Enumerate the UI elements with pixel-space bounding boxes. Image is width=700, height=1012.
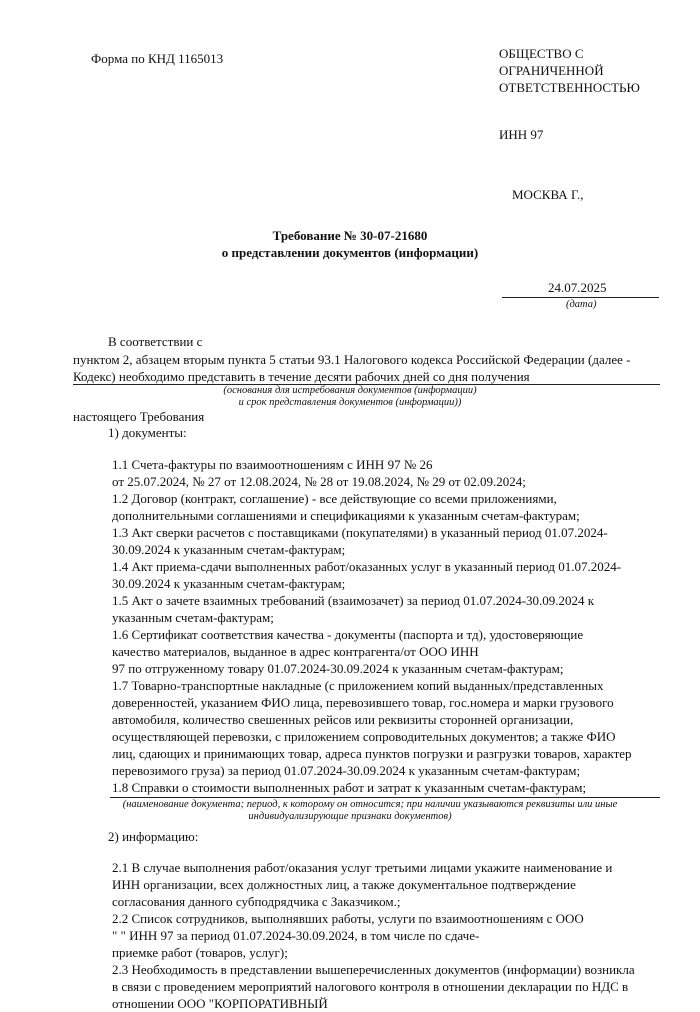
basis-caption: и срок представления документов (информации)): [238, 397, 462, 408]
list-item: 1.3 Акт сверки расчетов с поставщиками (покупателями) в указанный период 01.07.2024-: [112, 525, 608, 540]
basis-caption: (основания для истребования документов (информации): [223, 385, 477, 396]
list-item: в связи с проведением мероприятий налогового контроля в отношении декларации по НДС в: [112, 979, 629, 994]
recipient-org-line: ОГРАНИЧЕННОЙ: [499, 63, 604, 78]
list-item: автомобиля, количество свешенных рейсов или реквизиты сторонней организации,: [112, 712, 574, 727]
list-item: 1.1 Счета-фактуры по взаимоотношениям с ИНН 97 № 26: [112, 457, 433, 472]
list-item: перевозимого груза) за период 01.07.2024-30.09.2024 к указанным счетам-фактурам;: [112, 763, 581, 778]
recipient-inn: ИНН 97: [499, 127, 544, 142]
list-item: дополнительными соглашениями и спецификациями к указанным счетам-фактурам;: [112, 508, 580, 523]
list-item: приемке работ (товаров, услуг);: [112, 945, 288, 960]
list-item: лиц, сдающих и принимающих товар, адреса пунктов погрузки и разгрузки товаров, характер: [112, 746, 632, 761]
document-subtitle: о представлении документов (информации): [221, 245, 479, 260]
list-item: 1.7 Товарно-транспортные накладные (с приложением копий выданных/представленных: [112, 678, 604, 693]
information-list: [112, 859, 635, 1012]
list-item: указанным счетам-фактурам;: [112, 610, 274, 625]
list-item: 1.2 Договор (контракт, соглашение) - все действующие со всеми приложениями,: [112, 491, 557, 506]
list-item: доверенностей, указанием ФИО лица, перевозившего товар, гос.номера и марки грузового: [112, 695, 614, 710]
list-item: отношении ООО "КОРПОРАТИВНЫЙ: [112, 996, 328, 1011]
requirement-reference: настоящего Требования: [73, 409, 205, 424]
basis-intro: В соответствии с: [108, 334, 203, 349]
list-item: 1.5 Акт о зачете взаимных требований (взаимозачет) за период 01.07.2024-30.09.2024 к: [112, 593, 595, 608]
list-item: " " ИНН 97 за период 01.07.2024-30.09.2024, в том числе по сдаче-: [112, 928, 480, 943]
list-item: осуществляющей перевозки, с приложением сопроводительных документов; а также ФИО: [112, 729, 616, 744]
section-documents-title: 1) документы:: [108, 425, 187, 440]
documents-caption: (наименование документа; период, к которому он относится; при наличии указываются реквизиты или иные: [122, 799, 618, 810]
recipient-org-line: ОТВЕТСТВЕННОСТЬЮ: [499, 80, 640, 95]
list-item: ИНН организации, всех должностных лиц, а также документальное подтверждение: [112, 877, 576, 892]
list-item: 1.8 Справки о стоимости выполненных работ и затрат к указанным счетам-фактурам;: [112, 780, 587, 795]
date-underline: [502, 297, 659, 298]
date-caption: (дата): [566, 299, 597, 310]
form-code-label: Форма по КНД 1165013: [91, 51, 224, 66]
list-item: 2.3 Необходимость в представлении вышеперечисленных документов (информации) возникла: [112, 962, 635, 977]
document-title: Требование № 30-07-21680: [272, 228, 428, 243]
list-item: 1.4 Акт приема-сдачи выполненных работ/оказанных услуг в указанный период 01.07.2024-: [112, 559, 622, 574]
recipient-city: МОСКВА Г.,: [512, 187, 584, 202]
documents-underline: [110, 797, 660, 798]
list-item: 2.2 Список сотрудников, выполнявших работы, услуги по взаимоотношениям с ООО: [112, 911, 584, 926]
basis-text-line: Кодекс) необходимо представить в течение десяти рабочих дней со дня получения: [73, 369, 530, 384]
list-item: 1.6 Сертификат соответствия качества - документы (паспорта и тд), удостоверяющие: [112, 627, 584, 642]
list-item: 30.09.2024 к указанным счетам-фактурам;: [112, 576, 346, 591]
list-item: качество материалов, выданное в адрес контрагента/от ООО ИНН: [112, 644, 479, 659]
document-date: 24.07.2025: [548, 280, 607, 295]
documents-list: [112, 456, 632, 796]
recipient-org-line: ОБЩЕСТВО С: [499, 46, 584, 61]
list-item: от 25.07.2024, № 27 от 12.08.2024, № 28 от 19.08.2024, № 29 от 02.09.2024;: [112, 474, 526, 489]
basis-text-line: пунктом 2, абзацем вторым пункта 5 статьи 93.1 Налогового кодекса Российской Федерации (далее -: [73, 352, 631, 367]
section-information-title: 2) информацию:: [108, 829, 199, 844]
list-item: 97 по отгруженному товару 01.07.2024-30.09.2024 к указанным счетам-фактурам;: [112, 661, 564, 676]
recipient-block: [499, 45, 640, 96]
list-item: согласования данного субподрядчика с Заказчиком.;: [112, 894, 401, 909]
list-item: 2.1 В случае выполнения работ/оказания услуг третьими лицами укажите наименование и: [112, 860, 613, 875]
documents-caption: индивидуализирующие признаки документов): [248, 811, 452, 822]
list-item: 30.09.2024 к указанным счетам-фактурам;: [112, 542, 346, 557]
